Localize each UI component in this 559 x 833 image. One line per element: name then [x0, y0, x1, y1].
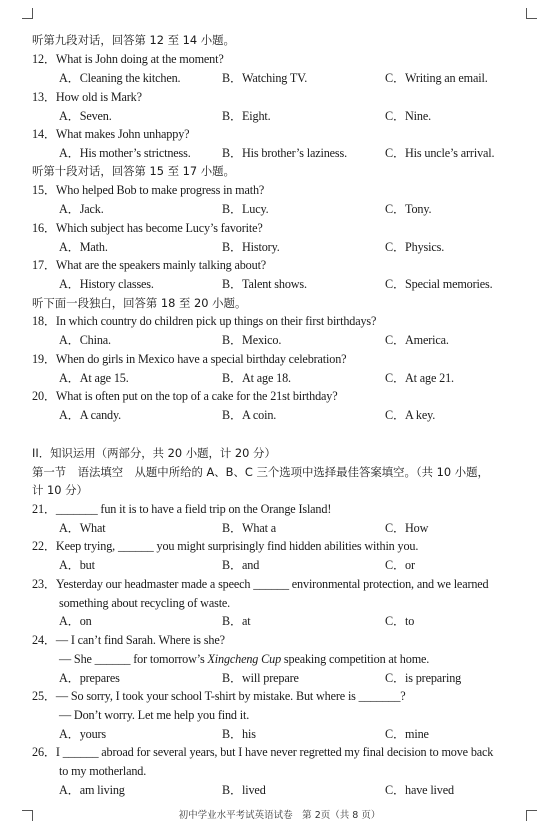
- section-header: 听第十段对话，回答第 15 至 17 小题。: [32, 164, 235, 178]
- question-stem: 20．What is often put on the top of a cake for the 21st birthday?: [32, 389, 338, 403]
- option-a: A．A candy.: [59, 408, 122, 422]
- option-a: A．His mother’s strictness.: [59, 146, 191, 160]
- option-c: C．Physics.: [385, 240, 445, 254]
- question-stem-cont: — Don’t worry. Let me help you find it.: [59, 708, 250, 722]
- question-stem: 13．How old is Mark?: [32, 90, 142, 104]
- option-a: A．Math.: [59, 240, 108, 254]
- option-c: C．Writing an email.: [385, 71, 488, 85]
- page-footer: 初中学业水平考试英语试卷 第 2页（共 8 页）: [178, 810, 381, 821]
- question-stem: 26．I ______ abroad for several years, but I have never regretted my final decision to move back: [32, 745, 494, 759]
- option-c: C．is preparing: [385, 671, 462, 685]
- option-c: C．A key.: [385, 408, 436, 422]
- option-b: B．Eight.: [222, 109, 271, 123]
- option-b: B．his: [222, 727, 256, 741]
- option-a: A．but: [59, 558, 95, 572]
- question-stem-cont: to my motherland.: [59, 764, 147, 778]
- option-c: C．mine: [385, 727, 429, 741]
- option-b: B．A coin.: [222, 408, 277, 422]
- crop-mark-top-left: [22, 8, 33, 19]
- question-stem: 16．Which subject has become Lucy’s favorite?: [32, 221, 263, 235]
- option-b: B．lived: [222, 783, 266, 797]
- question-stem: 18．In which country do children pick up things on their first birthdays?: [32, 314, 377, 328]
- section-instructions-cont: 计 10 分）: [32, 483, 88, 497]
- option-a: A．History classes.: [59, 277, 154, 291]
- question-stem: 15．Who helped Bob to make progress in math?: [32, 183, 265, 197]
- option-b: B．Talent shows.: [222, 277, 307, 291]
- question-stem: 22．Keep trying, ______ you might surprisingly find hidden abilities within you.: [32, 539, 419, 553]
- part-header: II．知识运用（两部分，共 20 小题，计 20 分）: [32, 446, 276, 460]
- option-b: B．At age 18.: [222, 371, 291, 385]
- crop-mark-top-right: [526, 8, 537, 19]
- option-c: C．or: [385, 558, 415, 572]
- option-a: A．Cleaning the kitchen.: [59, 71, 181, 85]
- option-c: C．How: [385, 521, 429, 535]
- question-stem: 21．_______ fun it is to have a field trip on the Orange Island!: [32, 502, 332, 516]
- question-stem: 14．What makes John unhappy?: [32, 127, 190, 141]
- question-stem-cont: [59, 651, 429, 667]
- question-stem-cont: something about recycling of waste.: [59, 596, 231, 610]
- option-a: A．China.: [59, 333, 111, 347]
- stem-text: speaking competition at home.: [281, 652, 430, 666]
- option-a: A．At age 15.: [59, 371, 129, 385]
- option-b: B．and: [222, 558, 260, 572]
- option-c: C．have lived: [385, 783, 454, 797]
- option-b: B．What a: [222, 521, 276, 535]
- option-a: A．What: [59, 521, 106, 535]
- question-stem: 17．What are the speakers mainly talking about?: [32, 258, 267, 272]
- option-c: C．Tony.: [385, 202, 432, 216]
- option-b: B．Mexico.: [222, 333, 282, 347]
- section-header: 听下面一段独白，回答第 18 至 20 小题。: [32, 296, 247, 310]
- option-c: C．His uncle’s arrival.: [385, 146, 495, 160]
- option-b: B．Lucy.: [222, 202, 269, 216]
- option-b: B．Watching TV.: [222, 71, 308, 85]
- option-c: C．At age 21.: [385, 371, 454, 385]
- section-instructions: 第一节 语法填空 从题中所给的 A、B、C 三个选项中选择最佳答案填空。（共 10 小题，: [32, 465, 489, 479]
- section-header: 听第九段对话，回答第 12 至 14 小题。: [32, 33, 235, 47]
- stem-text: — She ______ for tomorrow’s: [59, 652, 208, 666]
- option-a: A．Seven.: [59, 109, 112, 123]
- option-a: A．on: [59, 614, 92, 628]
- option-a: A．yours: [59, 727, 107, 741]
- option-c: C．America.: [385, 333, 449, 347]
- option-b: B．History.: [222, 240, 280, 254]
- option-a: A．Jack.: [59, 202, 104, 216]
- option-c: C．to: [385, 614, 415, 628]
- option-a: A．prepares: [59, 671, 120, 685]
- competition-name: Xingcheng Cup: [207, 652, 282, 666]
- question-stem: 12．What is John doing at the moment?: [32, 52, 224, 66]
- question-stem: 25．— So sorry, I took your school T-shirt by mistake. But where is _______?: [32, 689, 406, 703]
- option-b: B．will prepare: [222, 671, 299, 685]
- option-b: B．His brother’s laziness.: [222, 146, 347, 160]
- option-c: C．Nine.: [385, 109, 432, 123]
- question-stem: 24．— I can’t find Sarah. Where is she?: [32, 633, 225, 647]
- question-stem: 23．Yesterday our headmaster made a speech ______ environmental protection, and we learned: [32, 577, 489, 591]
- option-c: C．Special memories.: [385, 277, 493, 291]
- question-stem: 19．When do girls in Mexico have a special birthday celebration?: [32, 352, 347, 366]
- option-b: B．at: [222, 614, 251, 628]
- option-a: A．am living: [59, 783, 125, 797]
